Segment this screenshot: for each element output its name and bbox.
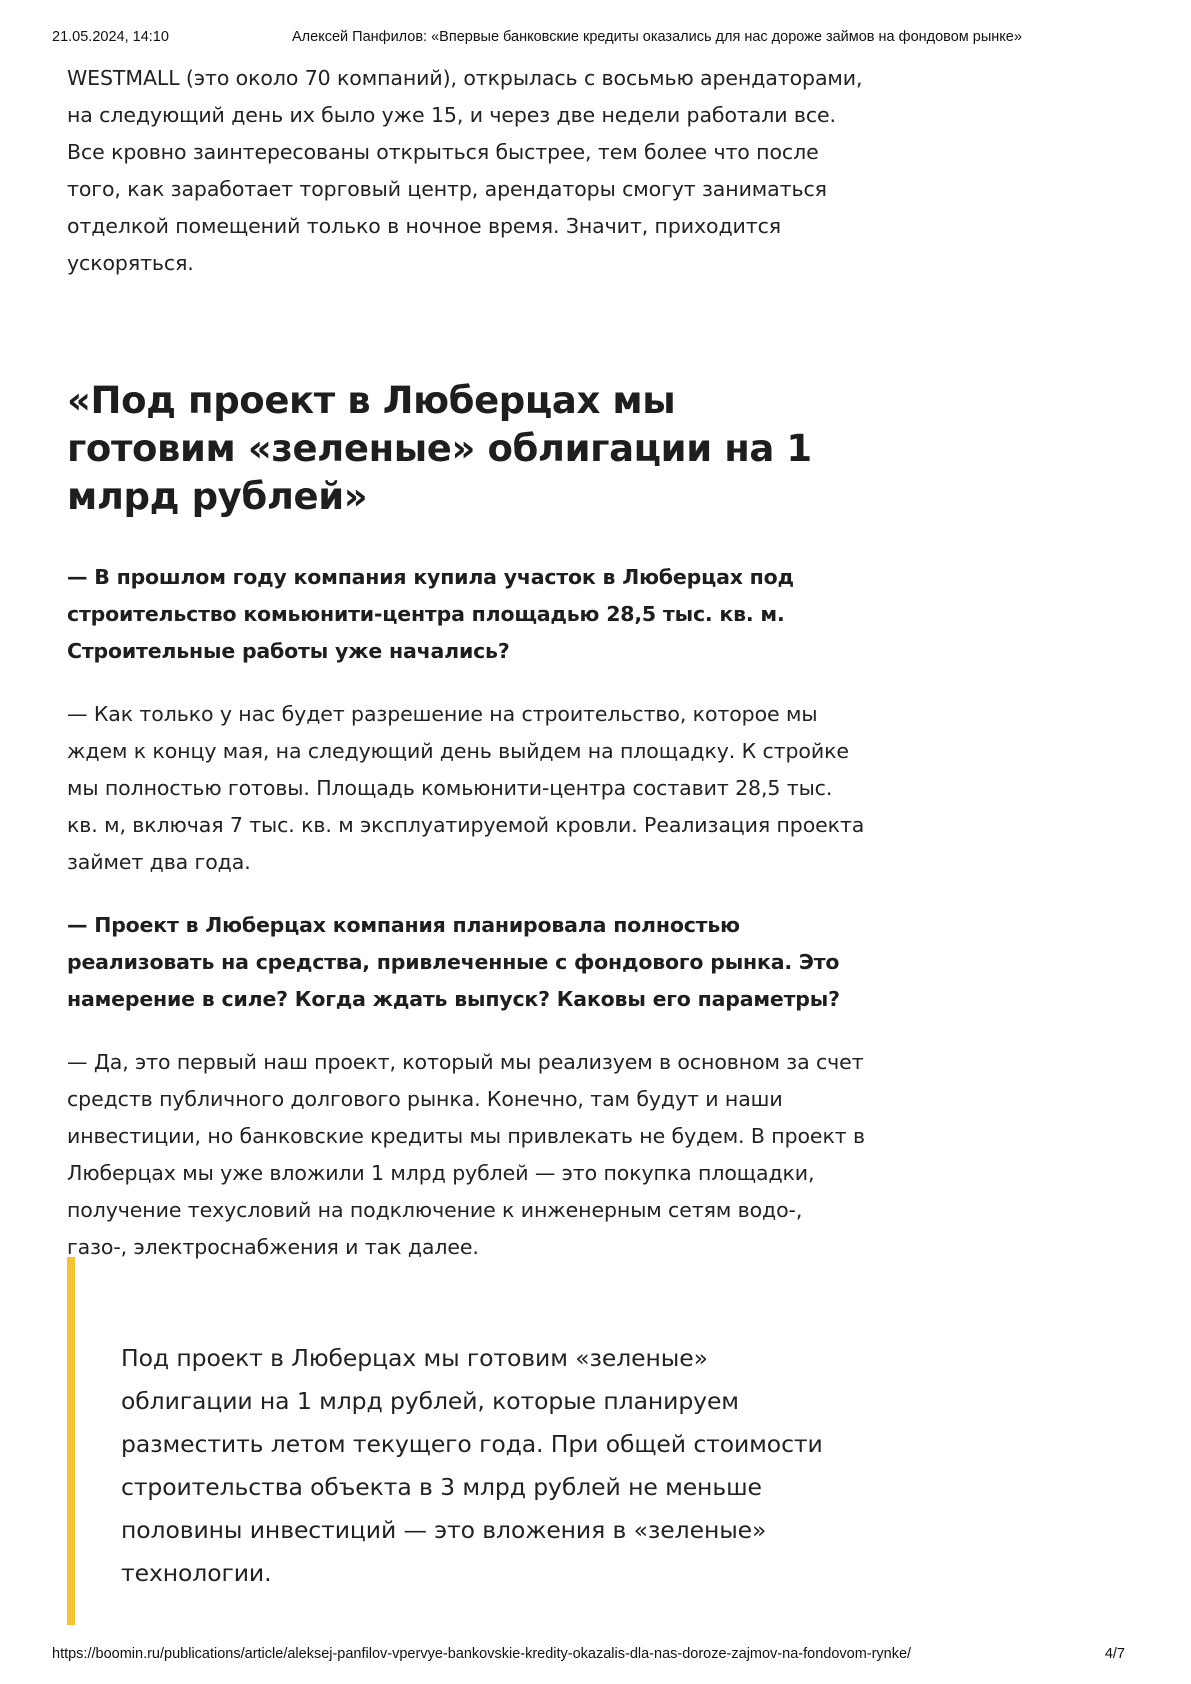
article-body <box>67 60 867 1266</box>
page-url: https://boomin.ru/publications/article/aleksej-panfilov-vpervye-bankovskie-kredity-okazalis-dla-nas-doroze-zajmov-na-fondovom-rynke/ <box>52 1646 912 1662</box>
section-heading: «Под проект в Люберцах мы готовим «зеленые» облигации на 1 млрд рублей» <box>67 379 812 518</box>
page-number: 4/7 <box>1104 1646 1125 1662</box>
print-page-title: Алексей Панфилов: «Впервые банковские кредиты оказались для нас дороже займов на фондовом рынке» <box>292 29 1022 45</box>
intro-paragraph: WESTMALL (это около 70 компаний), открылась с восьмью арендаторами, на следующий день их было уже 15, и через две недели работали все. Все кровно заинтересованы открыться быстрее, тем более что после того, как заработает торговый центр, арендаторы смогут заниматься отделкой помещений только в ночное время. Значит, приходится ускоряться. <box>67 66 863 275</box>
pull-quote <box>67 1257 847 1625</box>
interview-answer-2: — Да, это первый наш проект, который мы реализуем в основном за счет средств публичного долгового рынка. Конечно, там будут и наши инвестиции, но банковские кредиты мы привлекать не будем. В проект в Люберцах мы уже вложили 1 млрд рублей — это покупка площадки, получение техусловий на подключение к инженерным сетям водо-, газо-, электроснабжения и так далее. <box>67 1050 865 1259</box>
interview-question-2: — Проект в Люберцах компания планировала полностью реализовать на средства, привлеченные с фондового рынка. Это намерение в силе? Когда ждать выпуск? Каковы его параметры? <box>67 913 840 1011</box>
pull-quote-text: Под проект в Люберцах мы готовим «зеленые» облигации на 1 млрд рублей, которые планируем разместить летом текущего года. При общей стоимости строительства объекта в 3 млрд рублей не меньше половины инвестиций — это вложения в «зеленые» технологии. <box>121 1344 823 1587</box>
print-header <box>52 29 1139 49</box>
interview-question-1: — В прошлом году компания купила участок в Люберцах под строительство комьюнити-центра площадью 28,5 тыс. кв. м. Строительные работы уже начались? <box>67 565 794 663</box>
interview-answer-1: — Как только у нас будет разрешение на строительство, которое мы ждем к концу мая, на следующий день выйдем на площадку. К стройке мы полностью готовы. Площадь комьюнити-центра составит 28,5 тыс. кв. м, включая 7 тыс. кв. м эксплуатируемой кровли. Реализация проекта займет два года. <box>67 702 865 874</box>
print-datetime: 21.05.2024, 14:10 <box>52 29 169 45</box>
print-footer <box>52 1646 1139 1666</box>
